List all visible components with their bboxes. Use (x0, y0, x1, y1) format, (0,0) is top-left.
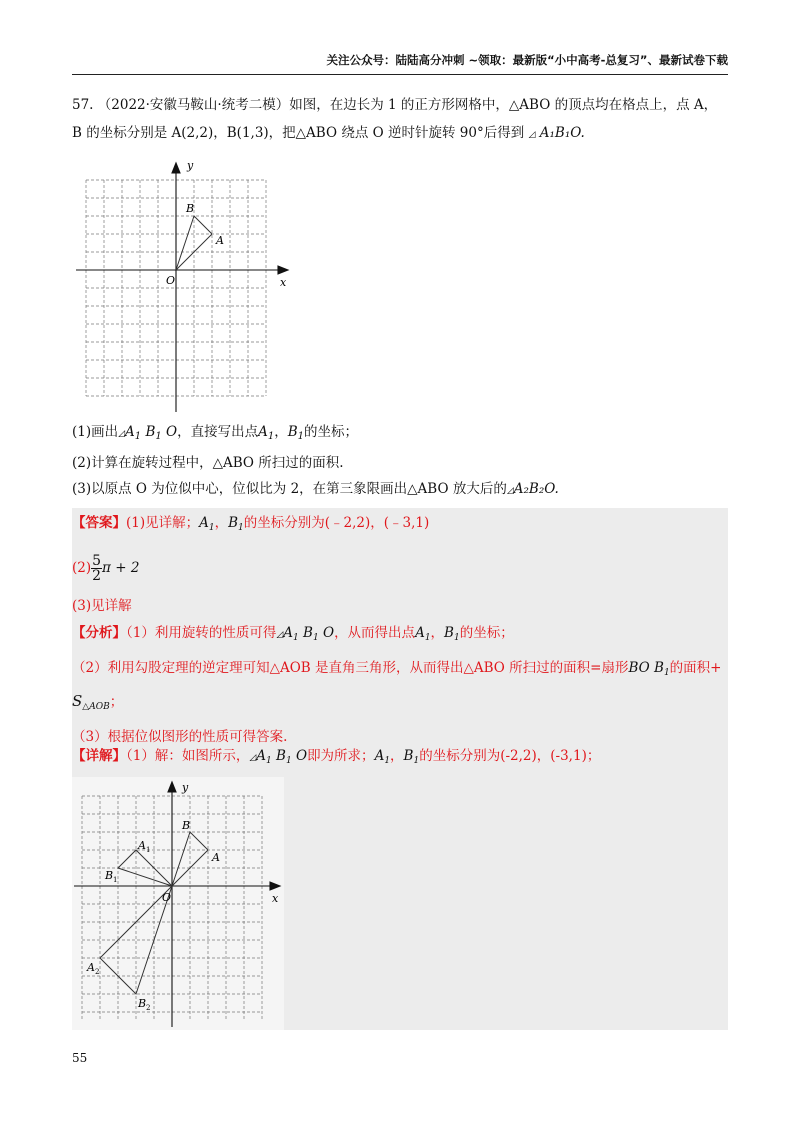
question-source: （2022·安徽马鞍山·统考二模） (97, 97, 290, 113)
figure-2-background (72, 777, 284, 1030)
area-symbol: S (72, 692, 83, 710)
axes (76, 163, 288, 412)
question-block (72, 94, 728, 146)
answer-line-2 (72, 551, 728, 585)
coordinate-grid-figure-2 (72, 777, 284, 1030)
detail-end: 的坐标分别为(-2,2)，(-3,1)； (419, 748, 601, 764)
origin-label: O (166, 274, 176, 287)
svg-text:1: 1 (146, 846, 151, 854)
svg-text:A: A (138, 839, 146, 852)
analysis-label: 【分析】 (72, 625, 126, 641)
answer-2-fraction: $\frac{5}{2}$ (92, 553, 102, 584)
analysis-1-mid: ，从而得出点 (334, 625, 416, 641)
page-header (72, 52, 728, 75)
sub-questions (72, 421, 728, 502)
analysis-block (72, 622, 728, 748)
question-line2-text: B 的坐标分别是 A(2,2)，B(1,3)，把△ABO 绕点 O 逆时针旋转 90°后得到 (72, 125, 525, 141)
analysis-1-end: 的坐标； (459, 625, 514, 641)
p3-text: (3)以原点 O 为位似中心，位似比为 2，在第三象限画出△ABO 放大后的 (72, 481, 507, 497)
point-A-label: A (216, 234, 224, 247)
answer-1-start: (1)见详解； (126, 515, 200, 531)
triangle-icon: ◿ (506, 486, 514, 496)
coordinate-grid-figure-1 (72, 160, 302, 418)
answer-2-prefix: (2) (72, 560, 92, 576)
point-B-label: B (186, 202, 195, 215)
answer-line-1: 【答案】(1)见详解；$A_1$，$B_1$的坐标分别为(﹣2,2)，(﹣3,1) (72, 515, 430, 533)
analysis-line-2-cont (72, 690, 728, 718)
answer-2-rest: π + 2 (102, 560, 140, 576)
svg-text:A: A (87, 961, 95, 974)
header-text: 关注公众号：陆陆高分冲刺 ~领取：最新版“小中高考-总复习”、最新试卷下载 (326, 53, 728, 67)
question-number: 57. (72, 97, 94, 113)
p1-triangle-name: $A_1$ $B_1$ O (125, 424, 178, 442)
p1-points: $A_1$ (258, 424, 275, 442)
label-A: A (212, 851, 220, 864)
detail-line-1: 【详解】（1）解：如图所示，$◿A_1$ $B_1$ O即为所求；$A_1$，$B_1$的坐标分别为(-2,2)，(-3,1)； (72, 748, 601, 766)
x-axis-label-2: x (272, 892, 279, 905)
detail-block (72, 745, 728, 772)
analysis-2-tail: 的面积+ (669, 660, 722, 676)
p1-rest: ，直接写出点 (177, 424, 259, 440)
sub-question-2: (2)计算在旋转过程中，△ABO 所扫过的面积. (72, 455, 344, 471)
page-number: 55 (72, 1051, 88, 1065)
answer-1-end: 的坐标分别为(﹣2,2)，(﹣3,1) (243, 515, 430, 531)
detail-label: 【详解】 (72, 748, 126, 764)
detail-start: （1）解：如图所示， (126, 748, 250, 764)
question-line2-tail: A₁B₁O. (539, 125, 585, 141)
svg-text:B: B (138, 997, 147, 1010)
analysis-1-start: （1）利用旋转的性质可得 (126, 625, 277, 641)
p1-text: (1)画出 (72, 424, 119, 440)
svg-text:B: B (105, 869, 114, 882)
analysis-2-semicolon: ； (109, 694, 124, 710)
svg-text:2: 2 (146, 1004, 151, 1012)
sub-question-3 (72, 478, 728, 502)
analysis-line-1: 【分析】（1）利用旋转的性质可得$◿A_1$ $B_1$ O，从而得出点$A_1$，$B_1$的坐标； (72, 625, 514, 643)
analysis-line-2: （2）利用勾股定理的逆定理可知△AOB 是直角三角形，从而得出△ABO 所扫过的面积=扇形BO $B_1$的面积+ (72, 660, 722, 678)
triangle-icon: ◿ (528, 130, 536, 140)
area-subscript: △AOB (82, 702, 110, 712)
x-axis-label: x (280, 276, 287, 289)
answer-label: 【答案】 (72, 515, 126, 531)
answer-line-3: (3)见详解 (72, 598, 132, 614)
triangle-icon: ◿ (118, 429, 126, 439)
y-axis-label: y (187, 160, 194, 172)
question-line1-text: 如图，在边长为 1 的正方形网格中，△ABO 的顶点均在格点上，点 A， (289, 97, 718, 113)
question-line-2 (72, 122, 728, 146)
detail-mid: 即为所求； (307, 748, 375, 764)
question-line-1 (72, 94, 728, 116)
origin-label-2: O (162, 891, 172, 904)
analysis-line-3: （3）根据位似图形的性质可得答案. (72, 729, 288, 745)
p1-end: 的坐标； (304, 424, 359, 440)
p3-tail: A₂B₂O. (513, 481, 559, 497)
sub-question-1: (1)画出$◿A_1$ $B_1$ O，直接写出点$A_1$，$B_1$的坐标； (72, 424, 359, 442)
answer-block (72, 512, 728, 617)
svg-text:1: 1 (113, 876, 118, 884)
y-axis-label-2: y (182, 781, 189, 794)
analysis-2-text: （2）利用勾股定理的逆定理可知△AOB 是直角三角形，从而得出△ABO 所扫过的面积=扇形 (72, 660, 629, 676)
svg-text:2: 2 (95, 968, 100, 976)
label-B: B (182, 819, 191, 832)
